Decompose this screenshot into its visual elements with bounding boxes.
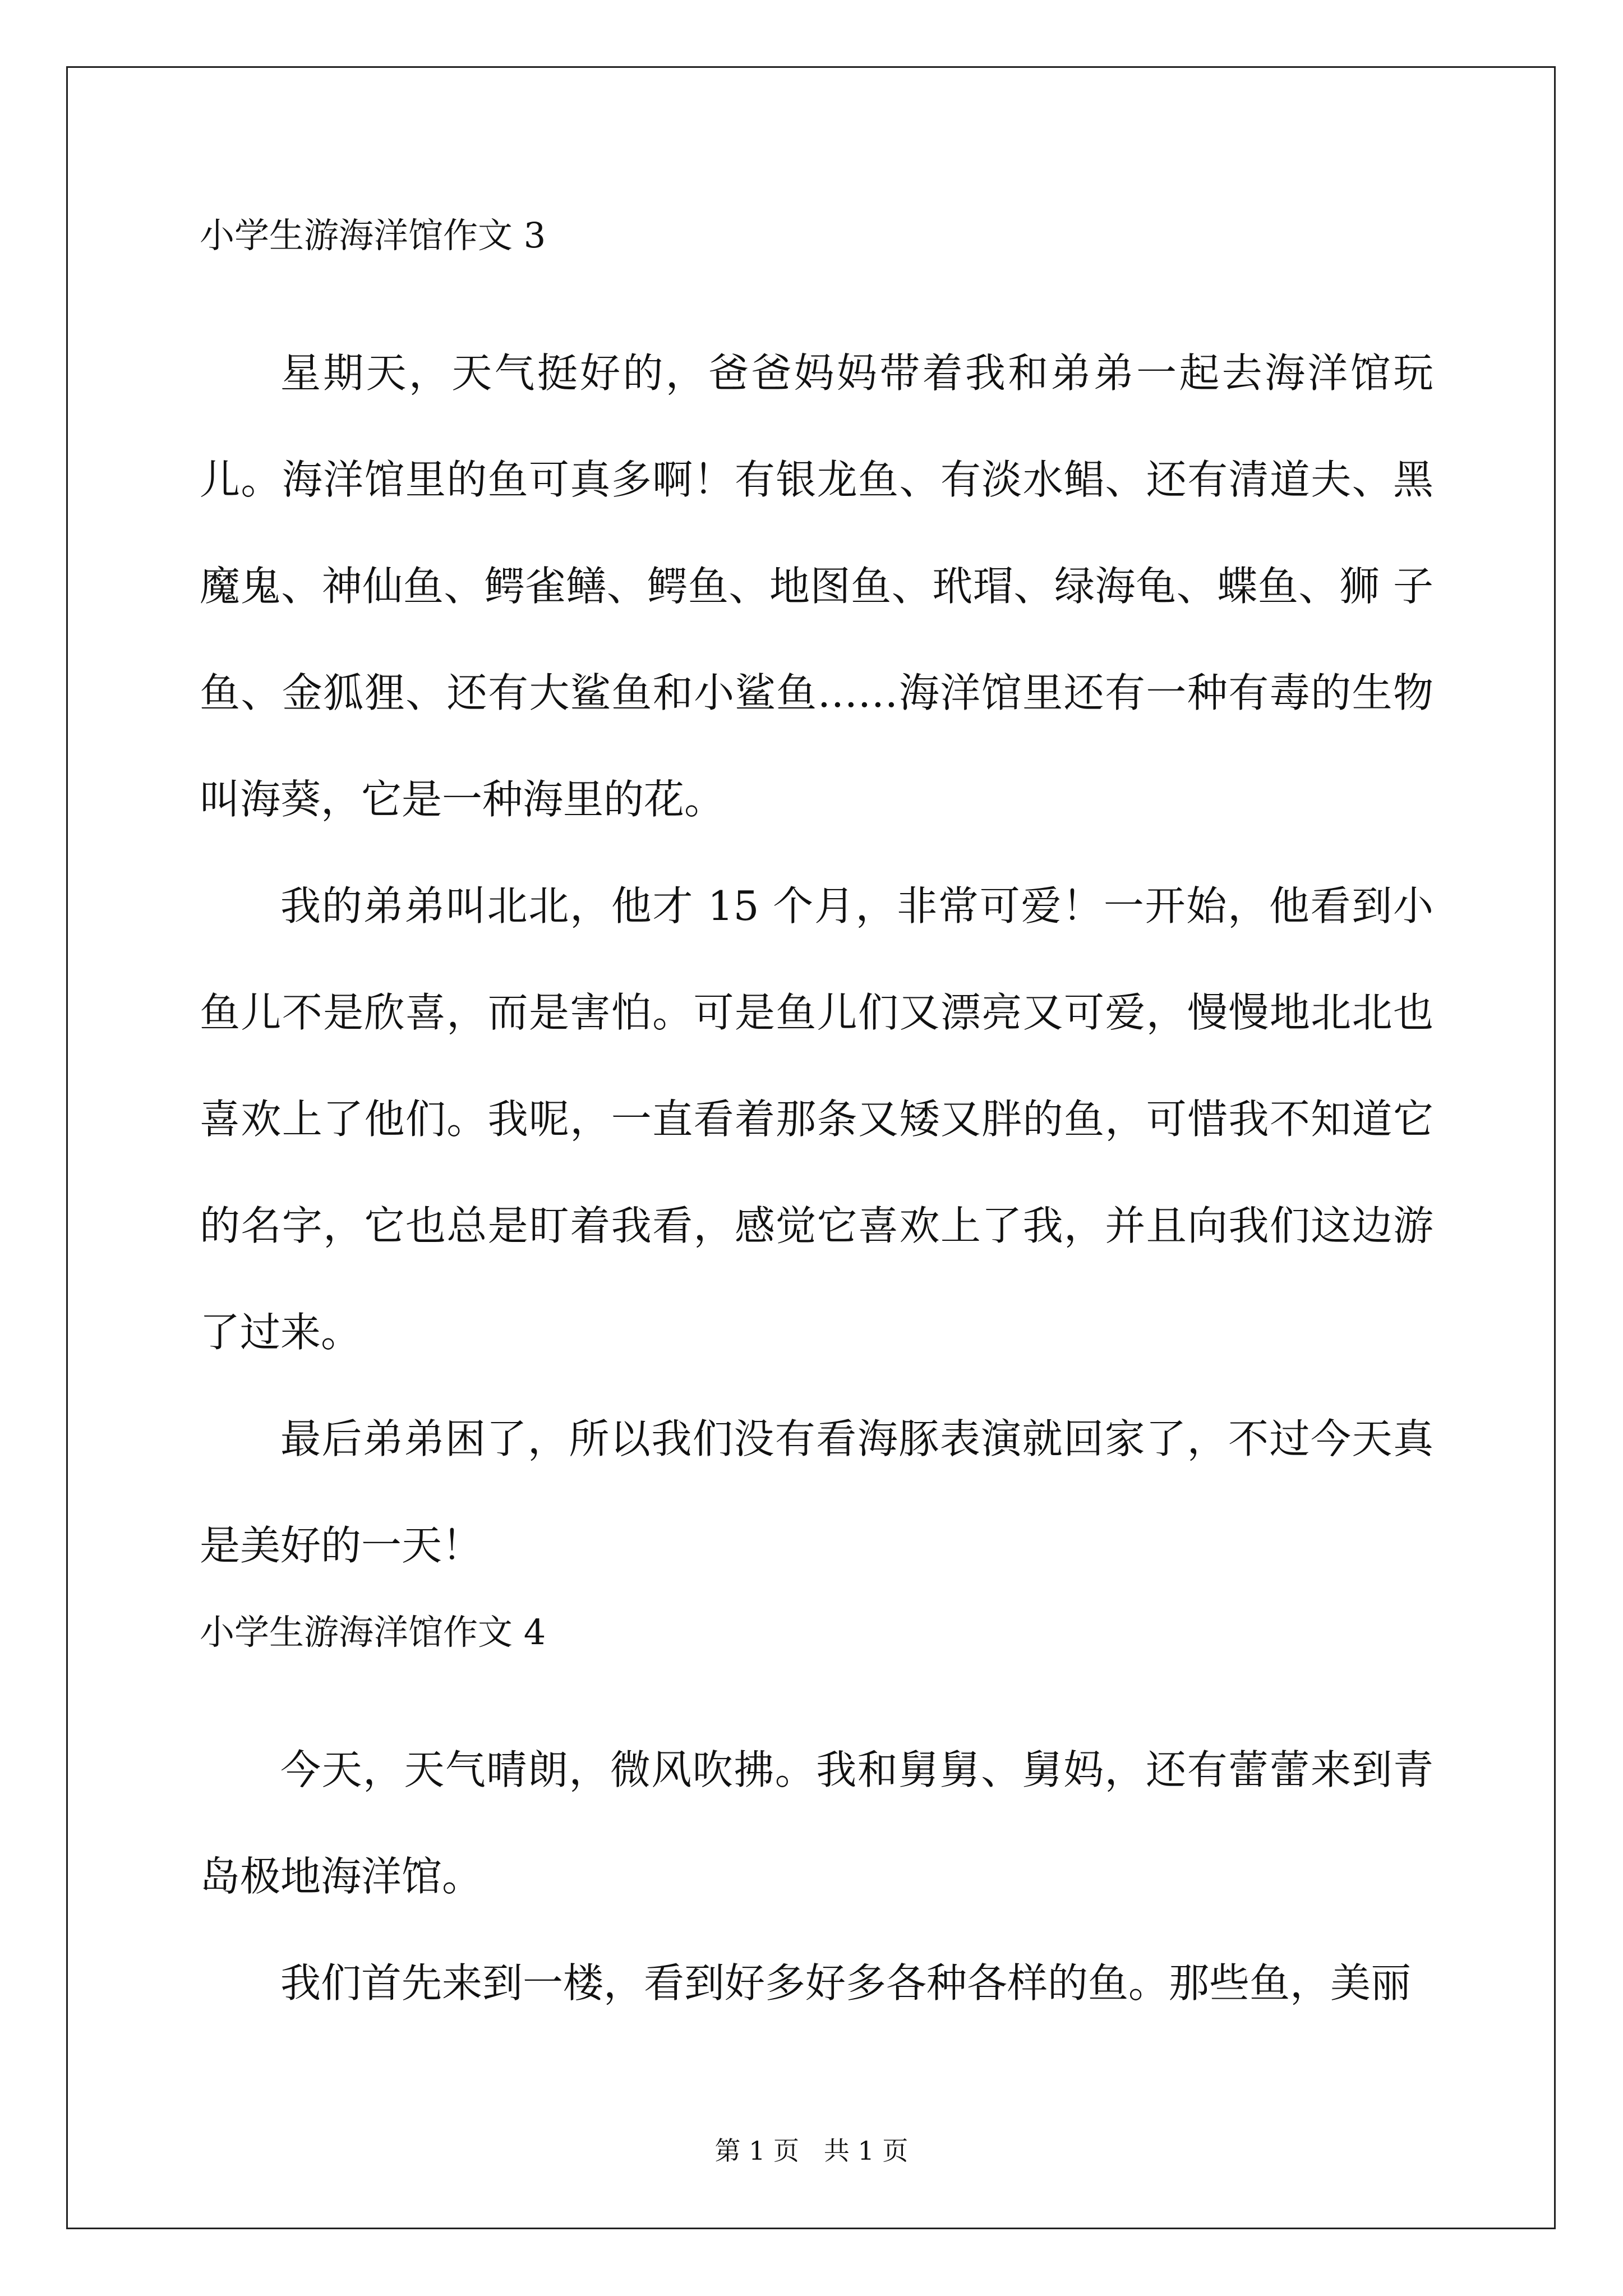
paragraph: 我们首先来到一楼，看到好多好多各种各样的鱼。那些鱼，美丽 — [280, 1959, 1412, 2007]
paragraph: 我的弟弟叫北北，他才 15 个月，非常可爱！一开始，他看到小鱼儿不是欣喜，而是害怕。可是鱼儿们又漂亮又可爱，慢慢地北北也喜欢上了他们。我呢，一直看着那条又矮又胖的鱼，可惜我不知道它的名字，它也总是盯着我看，感觉它喜欢上了我，并且向我们这边游了过来。 — [200, 882, 1433, 1356]
paragraph: 今天，天气晴朗，微风吹拂。我和舅舅、舅妈，还有蕾蕾来到青岛极地海洋馆。 — [200, 1746, 1433, 1900]
paragraph: 星期天，天气挺好的，爸爸妈妈带着我和弟弟一起去海洋馆玩儿。海洋馆里的鱼可真多啊！有银龙鱼、有淡水鲳、还有清道夫、黑魔鬼、神仙鱼、鳄雀鳝、鳄鱼、地图鱼、玳瑁、绿海龟、蝶鱼、狮 子鱼、金狐狸、还有大鲨鱼和小鲨鱼……海洋馆里还有一种有毒的生物叫海葵，它是一种海里的花。 — [200, 349, 1433, 823]
section-title-3: 小学生游海洋馆作文 3 — [200, 215, 546, 256]
section-title-4: 小学生游海洋馆作文 4 — [200, 1612, 546, 1653]
document-body — [200, 213, 1433, 2036]
page-footer: 第 1 页 共 1 页 — [714, 2136, 909, 2166]
paragraph: 最后弟弟困了，所以我们没有看海豚表演就回家了，不过今天真是美好的一天！ — [200, 1415, 1433, 1569]
